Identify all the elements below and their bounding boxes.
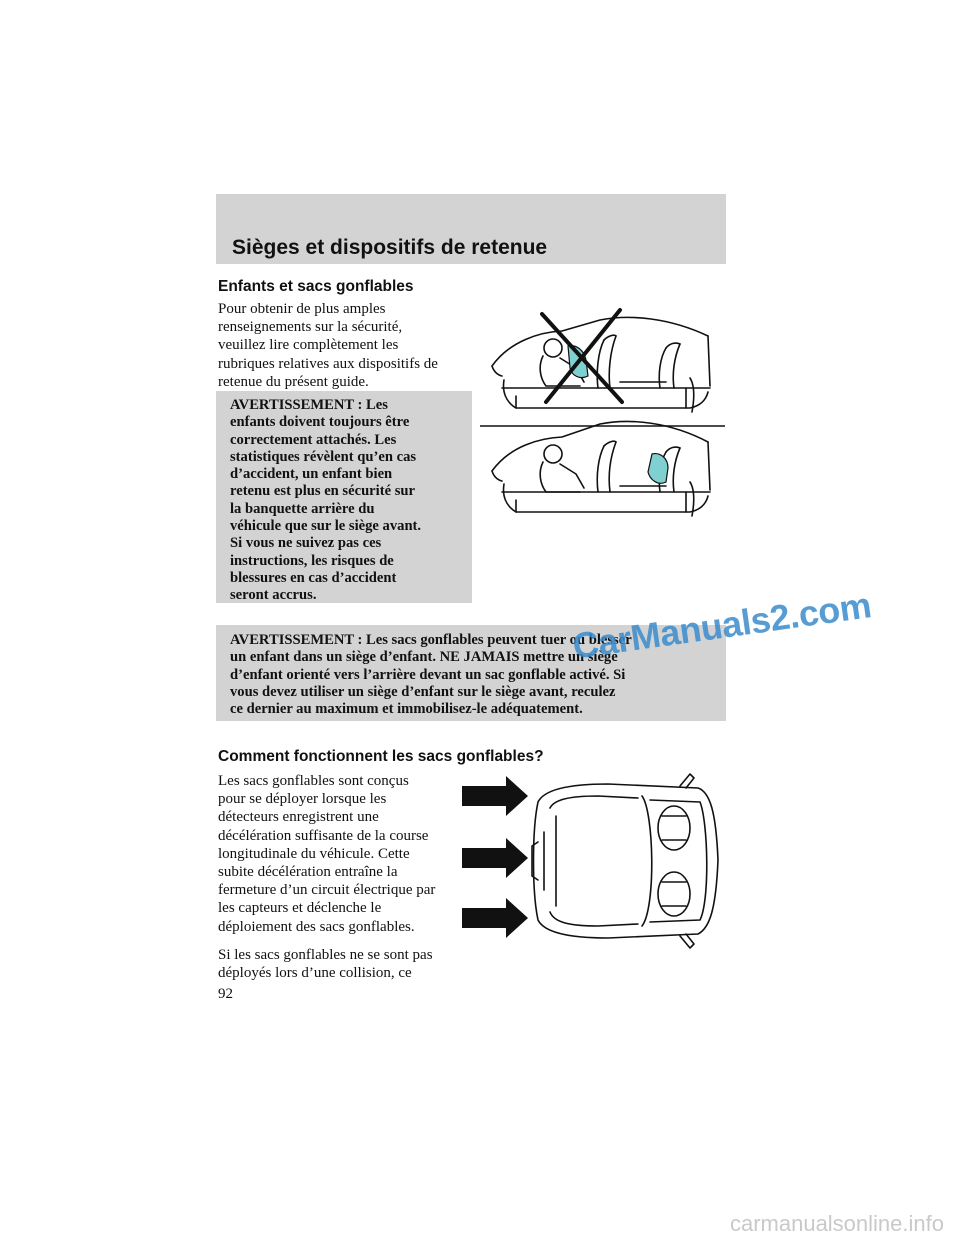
warning-line: enfants doivent toujours être: [230, 414, 410, 431]
warning-box-children: [216, 391, 472, 603]
text-line: Pour obtenir de plus amples: [218, 301, 386, 317]
text-line: les capteurs et déclenche le: [218, 900, 382, 917]
airbag-collision-paragraph: [218, 946, 480, 982]
text-line: renseignements sur la sécurité,: [218, 319, 403, 336]
warning-line: AVERTISSEMENT : Les sacs gonflables peuvent tuer ou blesser: [230, 632, 632, 648]
intro-paragraph: [218, 300, 480, 391]
text-line: détecteurs enregistrent une: [218, 809, 379, 826]
warning-line: Si vous ne suivez pas ces: [230, 535, 382, 552]
text-line: Les sacs gonflables sont conçus: [218, 773, 409, 789]
warning-line: un enfant dans un siège d’enfant. NE JAMAIS mettre un siège: [230, 649, 618, 666]
text-line: fermeture d’un circuit électrique par: [218, 882, 436, 899]
warning-line: seront accrus.: [230, 587, 317, 604]
warning-line: d’accident, un enfant bien: [230, 466, 393, 483]
impact-arrows: [462, 776, 528, 938]
watermark-overlay: CarManuals2.com: [570, 584, 874, 667]
text-line: veuillez lire complètement les: [218, 337, 399, 354]
warning-line: ce dernier au maximum et immobilisez-le adéquatement.: [230, 701, 583, 718]
warning-line: AVERTISSEMENT : Les: [230, 397, 388, 413]
heading-how-airbags-work: Comment fonctionnent les sacs gonflables?: [218, 748, 544, 765]
text-line: déploiement des sacs gonflables.: [218, 918, 415, 935]
watermark-footer: carmanualsonline.info: [729, 1211, 944, 1236]
warning-line: vous devez utiliser un siège d’enfant sur le siège avant, reculez: [230, 683, 616, 700]
frontal-impact-illustration: [458, 772, 728, 950]
warning-line: la banquette arrière du: [230, 500, 375, 517]
warning-line: statistiques révèlent qu’en cas: [230, 448, 417, 465]
child-seat-placement-illustration: [480, 296, 725, 536]
section-title: Sièges et dispositifs de retenue: [232, 236, 548, 259]
text-line: longitudinale du véhicule. Cette: [218, 845, 410, 862]
warning-line: retenu est plus en sécurité sur: [230, 483, 415, 500]
text-line: décélération suffisante de la course: [218, 827, 429, 844]
warning-line: véhicule que sur le siège avant.: [230, 518, 422, 535]
text-line: Si les sacs gonflables ne se sont pas: [218, 947, 433, 963]
text-line: déployés lors d’une collision, ce: [218, 965, 412, 982]
text-line: rubriques relatives aux dispositifs de: [218, 355, 438, 372]
text-line: subite décélération entraîne la: [218, 864, 398, 881]
text-line: pour se déployer lorsque les: [218, 791, 387, 808]
warning-line: instructions, les risques de: [230, 552, 394, 569]
child-seat-rear: [648, 454, 668, 484]
heading-children-airbags: Enfants et sacs gonflables: [218, 278, 414, 295]
page-number: 92: [218, 986, 233, 1002]
text-line: retenue du présent guide.: [218, 373, 369, 390]
airbag-operation-paragraph: [218, 772, 480, 936]
warning-line: d’enfant orienté vers l’arrière devant un sac gonflable activé. Si: [230, 666, 626, 683]
warning-line: blessures en cas d’accident: [230, 569, 397, 586]
warning-line: correctement attachés. Les: [230, 431, 397, 448]
